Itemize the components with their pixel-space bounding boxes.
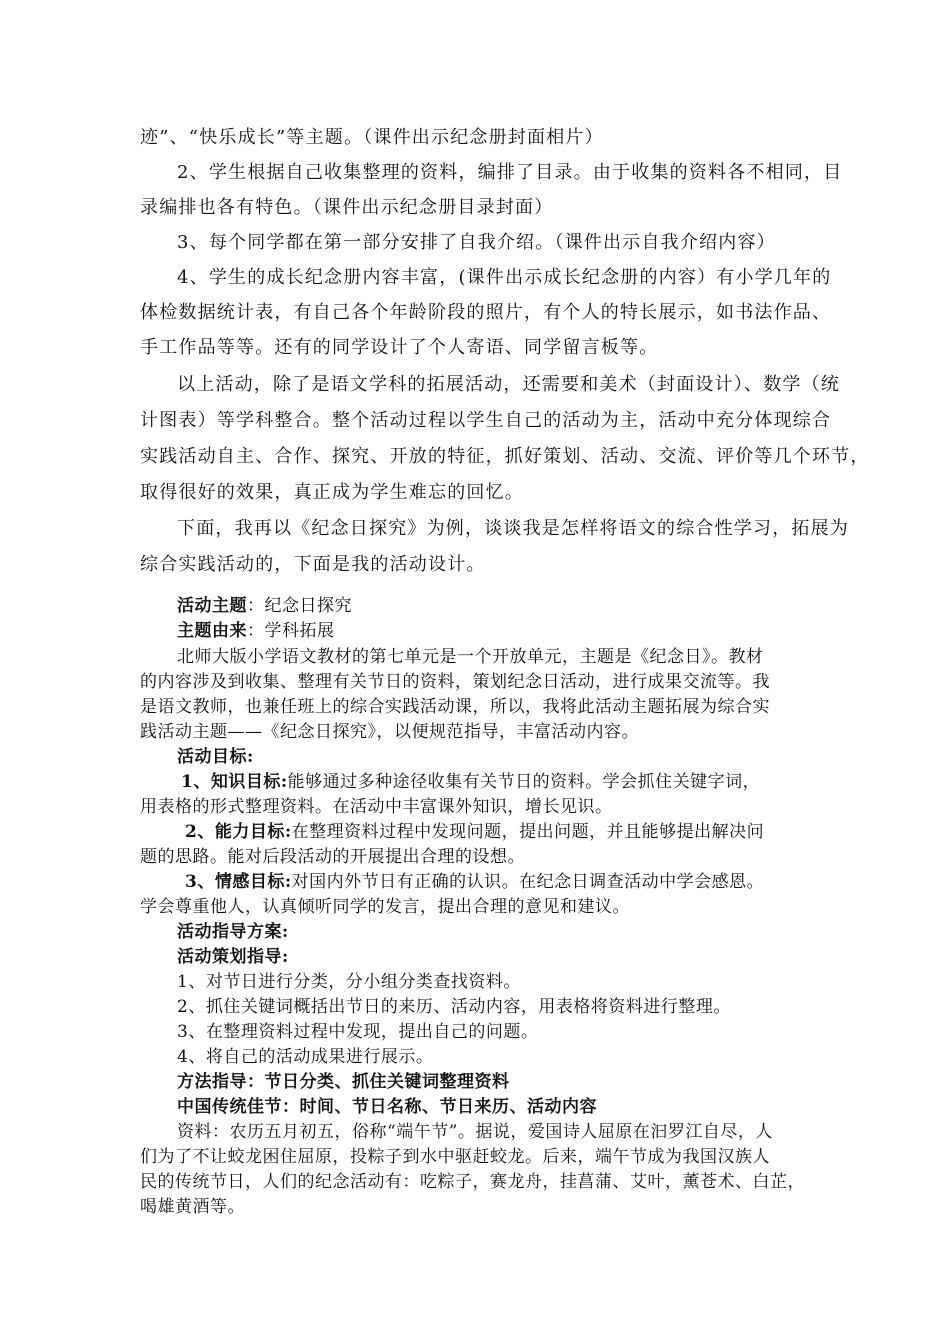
- paragraph-line: 2、学生根据自己收集整理的资料，编排了目录。由于收集的资料各不相同，目: [177, 162, 843, 183]
- material-line: 喝雄黄酒等。: [140, 1197, 245, 1217]
- goal-ability-label: 2、能力目标:: [185, 822, 292, 842]
- origin-text-line: 的内容涉及到收集、整理有关节日的资料，策划纪念日活动，进行成果交流等。我: [140, 672, 770, 692]
- origin-value: ：学科拓展: [247, 621, 335, 641]
- goal-knowledge-label: 1、知识目标:: [181, 772, 288, 792]
- origin-text-line: 北师大版小学语文教材的第七单元是一个开放单元，主题是《纪念日》。教材: [177, 647, 764, 667]
- paragraph-line: 迹”、“快乐成长”等主题。（课件出示纪念册封面相片）: [140, 127, 604, 148]
- goal-ability-cont: 题的思路。能对后段活动的开展提出合理的设想。: [140, 847, 525, 867]
- paragraph-line: 综合实践活动的，下面是我的活动设计。: [140, 554, 486, 575]
- guide-step: 3、在整理资料过程中发现，提出自己的问题。: [177, 1022, 539, 1042]
- goal-knowledge-text: 能够通过多种途径收集有关节日的资料。学会抓住关键字词，: [287, 772, 761, 792]
- origin-text-line: 是语文教师，也兼任班上的综合实践活动课，所以，我将此活动主题拓展为综合实: [140, 697, 770, 717]
- goal-emotion-cont: 学会尊重他人，认真倾听同学的发言，提出合理的意见和建议。: [140, 897, 630, 917]
- goal-ability: [185, 821, 865, 843]
- paragraph-line: 3、每个同学都在第一部分安排了自我介绍。（课件出示自我介绍内容）: [177, 232, 776, 253]
- guide-step: 4、将自己的活动成果进行展示。: [177, 1047, 434, 1067]
- paragraph-line: 体检数据统计表，有自己各个年龄阶段的照片，有个人的特长展示，如书法作品、: [140, 302, 832, 323]
- goal-ability-text: 在整理资料过程中发现问题，提出问题，并且能够提出解决问: [291, 822, 765, 842]
- goal-emotion-label: 3、情感目标:: [185, 872, 292, 892]
- paragraph-line: 实践活动自主、合作、探究、开放的特征，抓好策划、活动、交流、评价等几个环节，: [140, 446, 870, 467]
- material-line: 民的传统节日，人们的纪念活动有：吃粽子，赛龙舟，挂菖蒲、艾叶，薰苍术、白芷，: [140, 1172, 805, 1192]
- material-line: 资料：农历五月初五，俗称“端午节”。据说，爱国诗人屈原在汩罗江自尽，人: [177, 1122, 773, 1142]
- guide-heading: 活动策划指导:: [177, 947, 289, 967]
- origin-line: [177, 620, 857, 642]
- paragraph-line: 录编排也各有特色。（课件出示纪念册目录封面）: [140, 197, 554, 218]
- paragraph-line: 手工作品等等。还有的同学设计了个人寄语、同学留言板等。: [140, 337, 659, 358]
- origin-text-line: 践活动主题——《纪念日探究》，以便规范指导，丰富活动内容。: [140, 722, 639, 742]
- plan-heading: 活动指导方案:: [177, 922, 289, 942]
- goal-knowledge: [181, 771, 861, 793]
- material-line: 们为了不让蛟龙困住屈原，投粽子到水中驱赶蛟龙。后来，端午节成为我国汉族人: [140, 1147, 770, 1167]
- theme-label: 活动主题: [177, 596, 247, 616]
- theme-value: ：纪念日探究: [247, 596, 352, 616]
- guide-step: 1、对节日进行分类，分小组分类查找资料。: [177, 972, 521, 992]
- paragraph-line: 计图表）等学科整合。整个活动过程以学生自己的活动为主，活动中充分体现综合: [140, 410, 832, 431]
- origin-label: 主题由来: [177, 621, 247, 641]
- goal-knowledge-cont: 用表格的形式整理资料。在活动中丰富课外知识，增长见识。: [140, 797, 613, 817]
- goals-heading: 活动目标:: [177, 747, 254, 767]
- theme-line: [177, 595, 857, 617]
- paragraph-line: 下面，我再以《纪念日探究》为例，谈谈我是怎样将语文的综合性学习，拓展为: [177, 518, 849, 539]
- goal-emotion: [185, 871, 865, 893]
- festival-heading: 中国传统佳节：时间、节日名称、节日来历、活动内容: [177, 1097, 597, 1117]
- guide-step: 2、抓住关键词概括出节日的来历、活动内容，用表格将资料进行整理。: [177, 997, 731, 1017]
- paragraph-line: 取得很好的效果，真正成为学生难忘的回忆。: [140, 482, 524, 503]
- goal-emotion-text: 对国内外节日有正确的认识。在纪念日调查活动中学会感恩。: [291, 872, 765, 892]
- paragraph-line: 以上活动，除了是语文学科的拓展活动，还需要和美术（封面设计）、数学（统: [177, 374, 840, 395]
- paragraph-line: 4、学生的成长纪念册内容丰富，(课件出示成长纪念册的内容）有小学几年的: [177, 267, 832, 288]
- method-heading: 方法指导：节日分类、抓住关键词整理资料: [177, 1072, 510, 1092]
